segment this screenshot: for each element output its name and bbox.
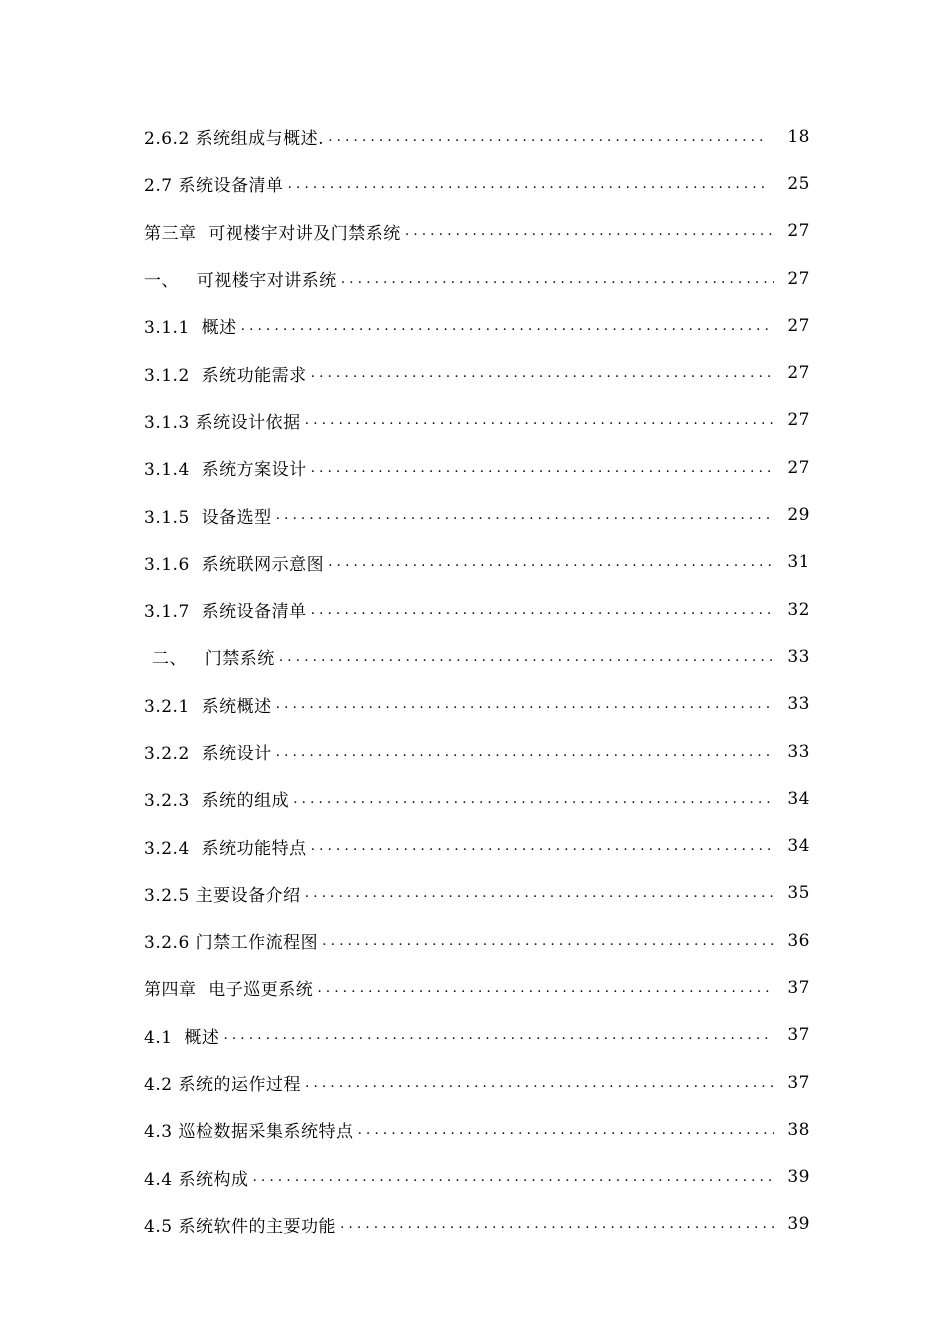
toc-entry-label: 2.6.2 系统组成与概述. bbox=[144, 129, 325, 150]
toc-entry-page: 27 bbox=[787, 268, 810, 289]
toc-leader-dots bbox=[305, 413, 774, 427]
toc-entry[interactable] bbox=[144, 255, 810, 302]
toc-leader-dots bbox=[311, 366, 774, 380]
toc-entry-label: 3.1.1 概述 bbox=[144, 318, 237, 339]
toc-entry-page: 27 bbox=[787, 221, 810, 242]
toc-entry-page: 34 bbox=[787, 788, 810, 809]
toc-entry[interactable] bbox=[144, 491, 810, 538]
toc-leader-dots bbox=[311, 839, 774, 853]
toc-entry-label: 一、 可视楼宇对讲系统 bbox=[144, 271, 337, 292]
toc-entry-label: 二、 门禁系统 bbox=[152, 649, 275, 670]
toc-entry-label: 3.2.4 系统功能特点 bbox=[144, 838, 307, 859]
toc-entry[interactable] bbox=[144, 1201, 810, 1248]
toc-entry-label: 4.3 巡检数据采集系统特点 bbox=[144, 1122, 354, 1143]
toc-entry-page: 27 bbox=[787, 315, 810, 336]
toc-entry[interactable] bbox=[144, 775, 810, 822]
toc-leader-dots bbox=[223, 1028, 774, 1042]
toc-leader-dots bbox=[328, 555, 774, 569]
toc-entry[interactable] bbox=[144, 113, 810, 160]
toc-entry-page: 31 bbox=[787, 552, 810, 573]
toc-leader-dots bbox=[311, 461, 774, 475]
toc-entry-page: 27 bbox=[787, 457, 810, 478]
toc-entry[interactable] bbox=[144, 964, 810, 1011]
toc-entry-page: 34 bbox=[787, 836, 810, 857]
toc-entry[interactable] bbox=[144, 208, 810, 255]
toc-entry[interactable] bbox=[144, 1106, 810, 1153]
toc-entry-page: 18 bbox=[787, 126, 810, 147]
toc-entry-label: 3.2.3 系统的组成 bbox=[144, 791, 290, 812]
toc-entry-page: 33 bbox=[787, 741, 810, 762]
toc-leader-dots bbox=[305, 886, 774, 900]
toc-leader-dots bbox=[357, 1123, 774, 1137]
toc-leader-dots bbox=[287, 177, 768, 191]
toc-entry-label: 2.7 系统设备清单 bbox=[144, 176, 284, 197]
table-of-contents bbox=[144, 113, 810, 1248]
toc-entry-page: 37 bbox=[787, 1072, 810, 1093]
toc-entry-page: 32 bbox=[787, 599, 810, 620]
toc-entry-label: 4.1 概述 bbox=[144, 1027, 220, 1048]
toc-entry[interactable] bbox=[144, 870, 810, 917]
toc-entry-label: 3.1.2 系统功能需求 bbox=[144, 365, 307, 386]
toc-entry[interactable] bbox=[144, 1012, 810, 1059]
toc-entry-label: 3.1.6 系统联网示意图 bbox=[144, 554, 325, 575]
toc-entry-label: 3.1.4 系统方案设计 bbox=[144, 460, 307, 481]
toc-leader-dots bbox=[276, 745, 774, 759]
toc-leader-dots bbox=[311, 603, 774, 617]
toc-leader-dots bbox=[328, 130, 768, 144]
toc-leader-dots bbox=[405, 224, 774, 238]
toc-leader-dots bbox=[279, 650, 774, 664]
toc-entry-page: 38 bbox=[787, 1119, 810, 1140]
toc-leader-dots bbox=[340, 1217, 774, 1231]
toc-entry[interactable] bbox=[144, 681, 810, 728]
toc-entry-label: 3.2.5 主要设备介绍 bbox=[144, 885, 301, 906]
toc-entry-label: 4.2 系统的运作过程 bbox=[144, 1075, 301, 1096]
toc-entry[interactable] bbox=[144, 160, 810, 207]
toc-leader-dots bbox=[276, 697, 774, 711]
toc-entry-page: 33 bbox=[787, 646, 810, 667]
toc-entry-page: 36 bbox=[787, 930, 810, 951]
toc-entry-page: 27 bbox=[787, 410, 810, 431]
toc-leader-dots bbox=[317, 981, 774, 995]
toc-leader-dots bbox=[322, 934, 774, 948]
toc-entry-page: 39 bbox=[787, 1167, 810, 1188]
toc-leader-dots bbox=[276, 508, 774, 522]
toc-entry[interactable] bbox=[144, 822, 810, 869]
toc-entry[interactable] bbox=[144, 1154, 810, 1201]
toc-entry[interactable] bbox=[144, 633, 810, 680]
toc-entry-label: 3.2.6 门禁工作流程图 bbox=[144, 933, 319, 954]
toc-entry-page: 37 bbox=[787, 1025, 810, 1046]
toc-entry[interactable] bbox=[144, 539, 810, 586]
toc-leader-dots bbox=[252, 1170, 774, 1184]
toc-entry[interactable] bbox=[144, 728, 810, 775]
toc-entry[interactable] bbox=[144, 349, 810, 396]
toc-leader-dots bbox=[341, 272, 774, 286]
toc-leader-dots bbox=[241, 319, 774, 333]
toc-entry-label: 3.2.1 系统概述 bbox=[144, 696, 272, 717]
toc-entry-label: 3.1.5 设备选型 bbox=[144, 507, 272, 528]
toc-entry-page: 33 bbox=[787, 694, 810, 715]
toc-entry[interactable] bbox=[144, 917, 810, 964]
toc-entry-page: 35 bbox=[787, 883, 810, 904]
toc-entry-page: 25 bbox=[787, 173, 810, 194]
toc-entry[interactable] bbox=[144, 586, 810, 633]
toc-entry[interactable] bbox=[144, 1059, 810, 1106]
toc-entry-label: 4.5 系统软件的主要功能 bbox=[144, 1216, 336, 1237]
toc-entry-page: 29 bbox=[787, 505, 810, 526]
toc-entry-label: 4.4 系统构成 bbox=[144, 1169, 249, 1190]
toc-entry-label: 3.1.3 系统设计依据 bbox=[144, 412, 301, 433]
toc-entry[interactable] bbox=[144, 444, 810, 491]
toc-entry-label: 第四章 电子巡更系统 bbox=[144, 980, 314, 1001]
toc-entry-page: 27 bbox=[787, 363, 810, 384]
toc-entry[interactable] bbox=[144, 397, 810, 444]
toc-entry-label: 3.2.2 系统设计 bbox=[144, 744, 272, 764]
toc-entry-label: 第三章 可视楼宇对讲及门禁系统 bbox=[144, 223, 401, 244]
toc-leader-dots bbox=[305, 1076, 774, 1090]
toc-entry-page: 37 bbox=[787, 977, 810, 998]
toc-entry-label: 3.1.7 系统设备清单 bbox=[144, 602, 307, 623]
toc-entry[interactable] bbox=[144, 302, 810, 349]
toc-entry-page: 39 bbox=[787, 1214, 810, 1235]
toc-leader-dots bbox=[293, 792, 774, 806]
